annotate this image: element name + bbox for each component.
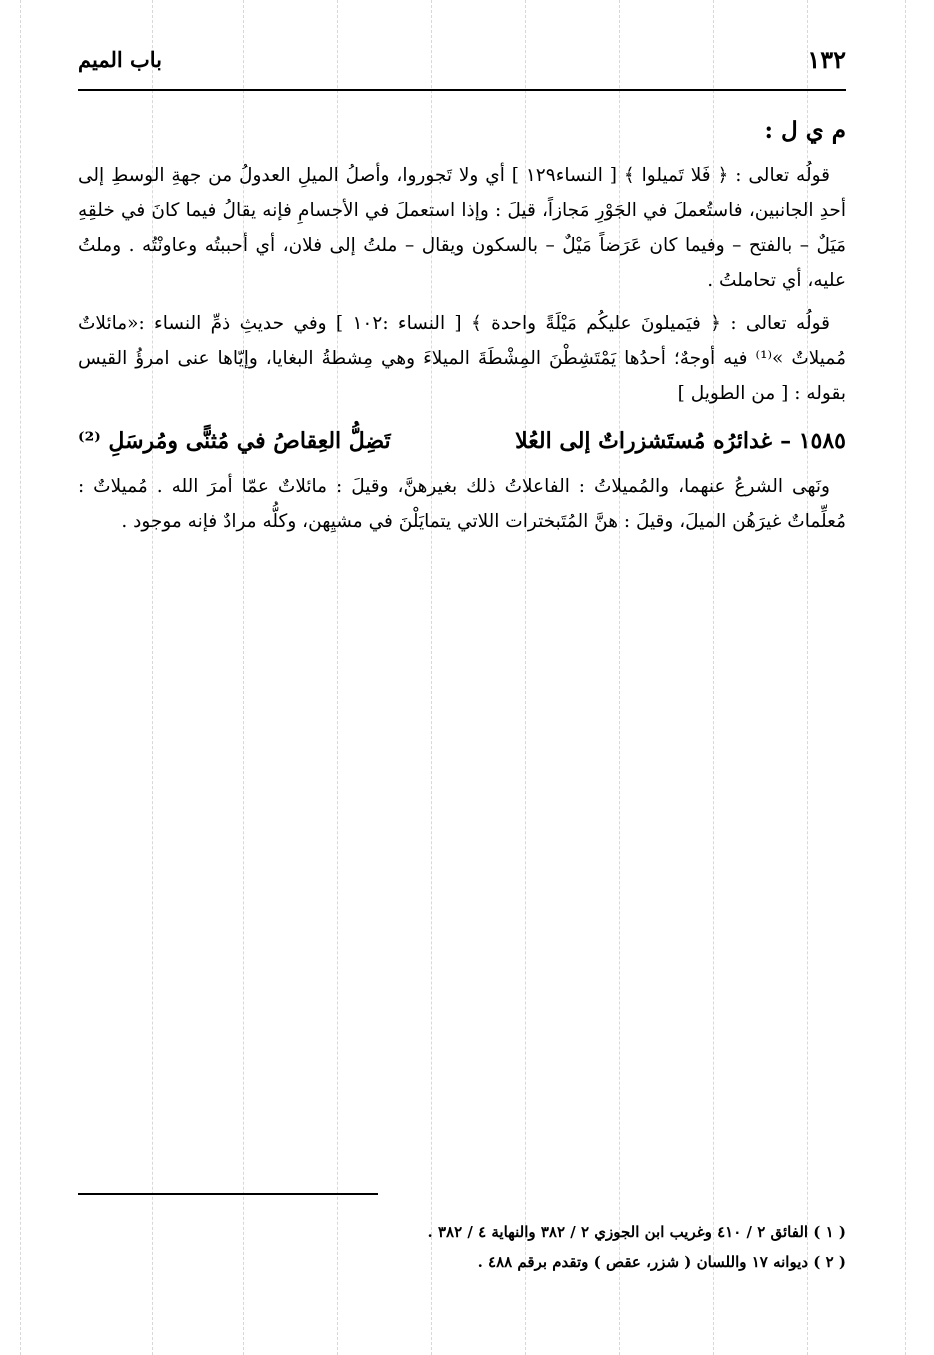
- footnote: ( ٢ ) ديوانه ١٧ واللسان ( شزر، عقص ) وتقدم برقم ٤٨٨ .: [477, 1253, 846, 1271]
- page-number: ١٣٢: [807, 45, 846, 74]
- footnotes: [78, 1217, 846, 1277]
- poetry-verse: [78, 421, 846, 461]
- paragraph: قولُه تعالى : ﴿ فَلا تَميلوا ﴾ [ النساء١٢٩ ] أي ولا تَجوروا، وأصلُ الميلِ العدولُ من جهةِ الوسطِ إلى أحدِ الجانبين، فاستُعملَ في الجَوْرِ مَجازاً، قيلَ : وإذا استعملَ في الأجسامِ فإنه يقالُ فيما كانَ في خلقِهِ مَيَلٌ – بالفتح – وفيما كان عَرَضاً مَيْلٌ – بالسكون ويقال – ملتُ إلى فلان، أي أحببتُه وعاونْتُه . وملتُ عليه، أي تحاملتُ .: [78, 165, 846, 291]
- paragraph: قولُه تعالى : ﴿ فيَميلونَ عليكُم مَيْلَةً واحدة ﴾ [ النساء :١٠٢ ] وفي حديثِ ذمِّ النساء :«مائلاتٌ مُميلاتٌ »⁽¹⁾ فيه أوجهٌ؛ أحدُها يَمْتَشِطْنَ المِشْطَةَ الميلاءَ وهي مِشطةُ البغايا، وإيّاها عنى امرؤُ القيس بقوله : [ من الطويل ]: [78, 313, 846, 404]
- verse-first-text: غدائرُه مُستَشزراتٌ إلى العُلا: [515, 428, 773, 454]
- verse-number: ١٥٨٥ –: [780, 428, 846, 454]
- entry-root-heading: م ي ل :: [764, 117, 846, 144]
- chapter-title: باب الميم: [78, 47, 163, 72]
- verse-second-hemistich: تَضِلُّ العِقاصُ في مُثنًّى ومُرسَلِ ⁽²⁾: [78, 428, 391, 454]
- scan-guide-line: [905, 0, 906, 1355]
- book-page: [78, 45, 846, 1305]
- scan-guide-line: [20, 0, 21, 1355]
- page-header: [78, 45, 846, 91]
- paragraph: ونَهى الشرعُ عنهما، والمُميلاتُ : الفاعلاتُ ذلك بغيرهنَّ، وقيلَ : مائلاتٌ عمّا أمرَ الله . مُميلاتٌ : مُعلِّماتٌ غيرَهُن الميلَ، وقيلَ : هنَّ المُتَبخترات اللاتي يتمايَلْنَ في مشيِهن، وكلُّه مرادٌ فإنه موجود .: [78, 476, 846, 532]
- footnote: ( ١ ) الفائق ٢ / ٤١٠ وغريب ابن الجوزي ٢ / ٣٨٢ والنهاية ٤ / ٣٨٢ .: [427, 1223, 846, 1241]
- footnote-separator: [78, 1193, 378, 1195]
- verse-first-hemistich: [515, 421, 846, 461]
